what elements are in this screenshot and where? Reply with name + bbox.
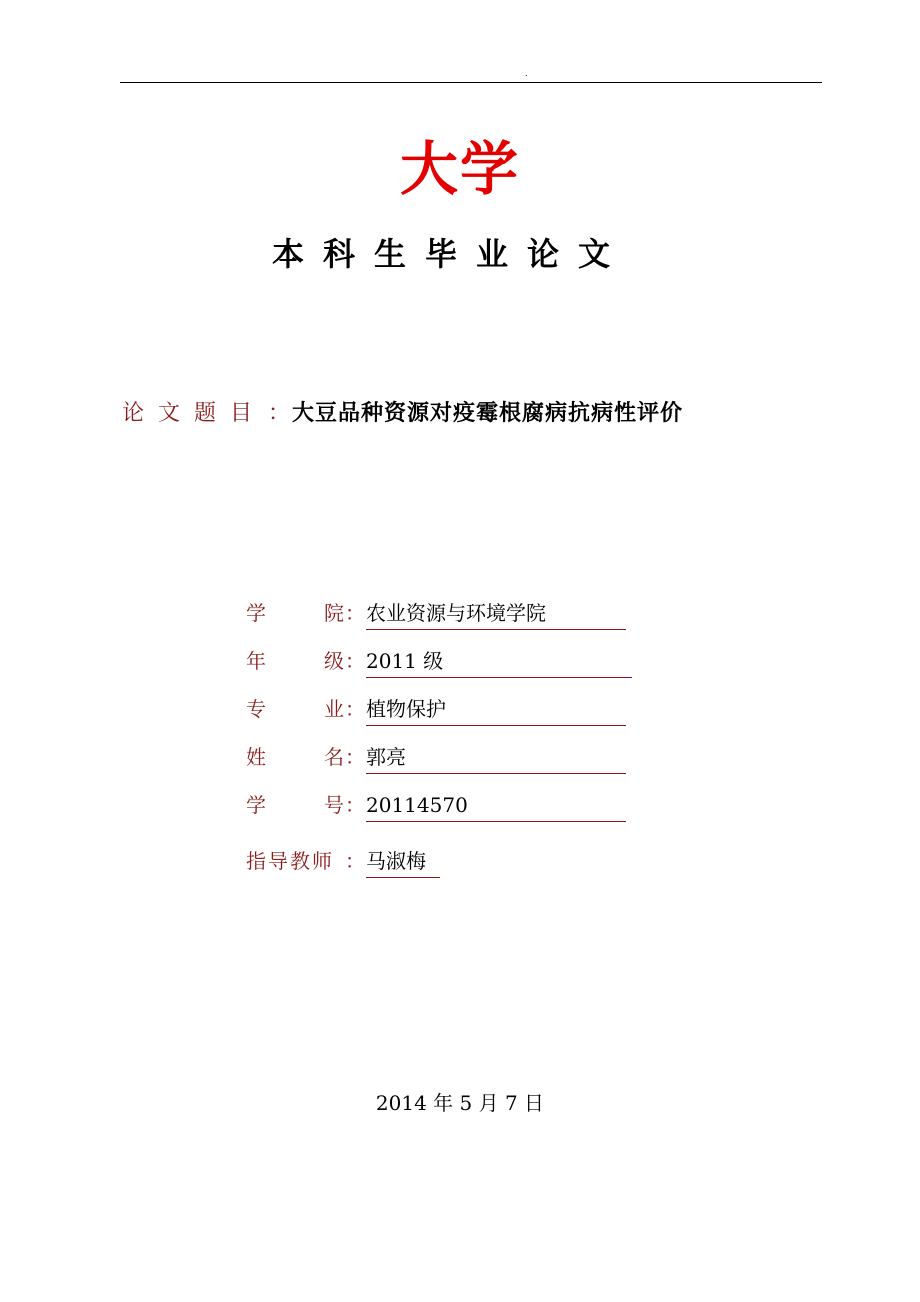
submission-date: 2014 年 5 月 7 日 (375, 1091, 545, 1115)
thesis-type-heading: 本科生毕业论文 (272, 235, 630, 273)
topic-title: 大豆品种资源对疫霉根腐病抗病性评价 (292, 401, 684, 426)
info-row-college (246, 598, 626, 630)
topic-row (122, 396, 683, 432)
major-colon: ： (345, 697, 365, 721)
grade-label: 年 级 (246, 649, 344, 673)
name-label: 姓 名 (246, 745, 344, 769)
name-value: 郭亮 (366, 742, 626, 774)
header-dot: . (525, 69, 528, 78)
major-label: 专 业 (246, 697, 344, 721)
info-row-advisor (246, 846, 440, 878)
topic-colon: ： (268, 401, 291, 426)
advisor-colon: ： (345, 849, 365, 873)
student-id-value: 20114570 (366, 790, 626, 822)
advisor-value: 马淑梅 (366, 846, 440, 878)
college-colon: ： (345, 601, 365, 625)
grade-value: 2011 级 (366, 646, 632, 678)
college-label: 学 院 (246, 601, 344, 625)
student-id-label: 学 号 (246, 793, 344, 817)
header-rule (120, 82, 822, 83)
advisor-label: 指导教师 (246, 849, 334, 873)
college-value: 农业资源与环境学院 (366, 598, 626, 630)
info-row-major (246, 694, 626, 726)
info-row-grade (246, 646, 632, 678)
major-value: 植物保护 (366, 694, 626, 726)
grade-colon: ： (345, 649, 365, 673)
topic-label: 论文题目 (122, 401, 267, 426)
name-colon: ： (345, 745, 365, 769)
info-row-student-id (246, 790, 626, 822)
university-title: 大学 (399, 135, 520, 203)
info-row-name (246, 742, 626, 774)
student-id-colon: ： (345, 793, 365, 817)
